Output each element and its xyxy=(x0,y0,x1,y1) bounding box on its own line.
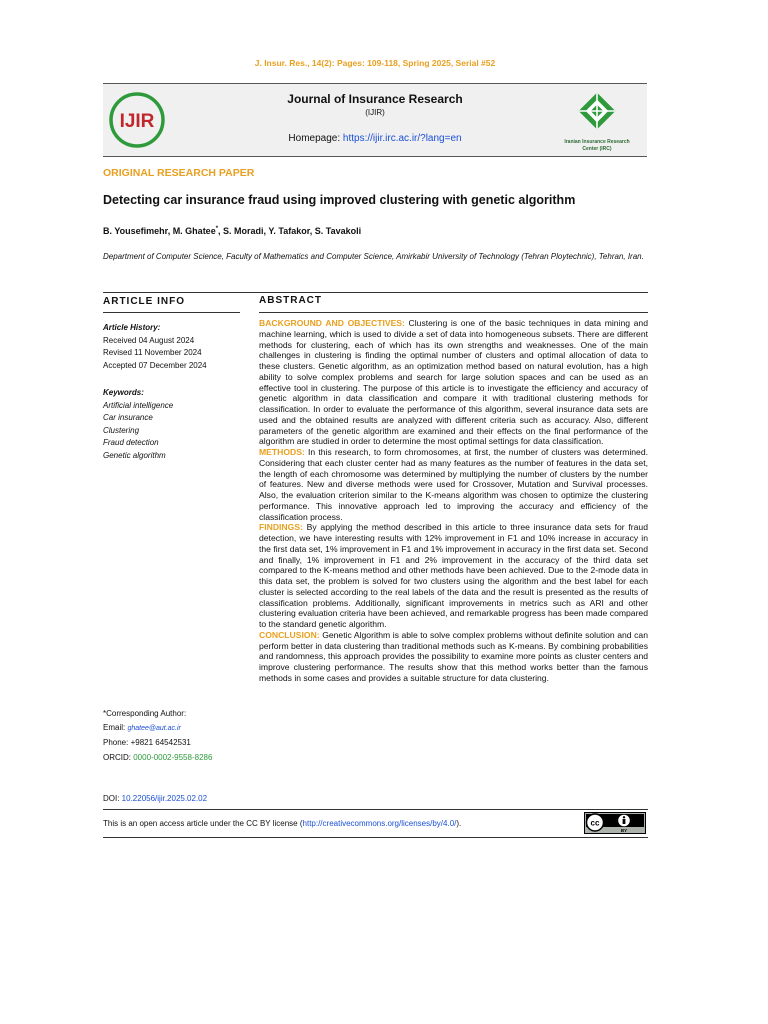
corresponding-mark: * xyxy=(215,226,219,232)
orcid-label: ORCID: xyxy=(103,752,134,762)
email-label: Email: xyxy=(103,723,128,733)
paper-title: Detecting car insurance fraud using improved clustering with genetic algorithm xyxy=(103,193,576,207)
license-suffix: ). xyxy=(456,819,462,828)
divider xyxy=(259,312,648,313)
license-link[interactable]: http://creativecommons.org/licenses/by/4.0/ xyxy=(302,819,457,828)
irc-name-line2: Center (IRC) xyxy=(582,145,612,152)
findings-text: By applying the method described in this article to three insurance data sets for fraud detection, we have interesting results with 12% improvement in F1 and 10% increase in accuracy in the first data set, 1% improvement in F1 and 1% improvement in accuracy in the first data set. Second and finally, 1% improvement in F1 and 2% improvement in the accuracy of the third data set compared to the K-means method and other methods have been achieved. Due to the 2-mode data in this data set, the problem is solved for two clusters using the algorithm and the best label for each cluster is selected according to the real labels of the data and the result is presented as the results of classification problems. Additionally, significant improvements in metrics such as ARI and other clustering evaluation criteria have been achieved, and remarkable progress has been made compared to the standard genetic algorithm. xyxy=(259,522,648,629)
keyword-item: Genetic algorithm xyxy=(103,450,166,460)
journal-name: Journal of Insurance Research xyxy=(287,92,463,106)
affiliation: Department of Computer Science, Faculty of Mathematics and Computer Science, Amirkabir University of Technology (Tehran Ploytechnic), Tehran, Iran. xyxy=(103,252,644,261)
divider xyxy=(103,837,648,838)
email-link[interactable]: ghatee@aut.ac.ir xyxy=(127,725,181,733)
conclusion-label: CONCLUSION: xyxy=(259,629,320,640)
keywords xyxy=(103,387,243,463)
abstract-body xyxy=(259,318,648,684)
cc-by-badge[interactable] xyxy=(584,812,646,834)
corresponding-label: *Corresponding Author: xyxy=(103,709,187,718)
license-prefix: This is an open access article under the CC BY license ( xyxy=(103,819,303,828)
keyword-item: Clustering xyxy=(103,425,140,435)
homepage-link[interactable]: https://ijir.irc.ac.ir/?lang=en xyxy=(342,133,462,144)
authors-first: B. Yousefimehr, M. Ghatee xyxy=(103,226,216,236)
doi-label: DOI: xyxy=(103,794,122,803)
license-statement xyxy=(103,819,461,828)
irc-name-line1: Iranian Insurance Research xyxy=(564,139,630,145)
orcid-line xyxy=(103,751,243,765)
authors-rest: , S. Moradi, Y. Tafakor, S. Tavakoli xyxy=(218,226,362,236)
doi-link[interactable]: 10.22056/ijir.2025.02.02 xyxy=(121,794,208,803)
article-info-heading: ARTICLE INFO xyxy=(103,296,185,307)
svg-text:BY: BY xyxy=(620,828,628,833)
article-history xyxy=(103,322,243,372)
journal-abbreviation: (IJIR) xyxy=(365,108,385,117)
keyword-item: Car insurance xyxy=(103,413,153,423)
received-date: Received 04 August 2024 xyxy=(103,335,195,345)
methods-text: In this research, to form chromosomes, at first, the number of clusters was determined. Considering that each cluster center had as many features as the number of features in the data set, the length of each chromosome was determined by multiplying the number of clusters by the number of features. New and diverse methods were used for Crossover, Mutation and Survival processes. Also, the evaluation criterion similar to the K-means algorithm was chosen to optimize the clustering performance. This innovative approach led to improving the accuracy and efficiency of the classification process. xyxy=(259,447,648,522)
keywords-label: Keywords: xyxy=(103,388,144,397)
journal-citation: J. Insur. Res., 14(2): Pages: 109-118, Spring 2025, Serial #52 xyxy=(254,58,496,68)
accepted-date: Accepted 07 December 2024 xyxy=(103,360,207,370)
abstract-methods xyxy=(259,447,648,522)
keyword-item: Fraud detection xyxy=(103,438,159,448)
irc-diamond-icon xyxy=(571,88,623,134)
abstract-heading: ABSTRACT xyxy=(259,295,322,306)
divider xyxy=(103,809,648,810)
background-label: BACKGROUND AND OBJECTIVES: xyxy=(259,318,405,328)
background-text: Clustering is one of the basic techniques in data mining and machine learning, which is used to divide a set of data into homogeneous subsets. There are different methods for clustering, each of which has its own strengths and weaknesses. One of the main challenges in clustering is finding the optimal number of clusters and optimal allocation of data to these clusters. Genetic algorithm, as an optimization method based on natural evolution, has a high ability to solve complex problems and search for large solution spaces and can be used as an effective tool in clustering. The purpose of this article is to investigate the efficiency and accuracy of genetic algorithm in data classification and compare it with traditional clustering methods for classification. In order to evaluate the performance of this algorithm, several insurance data sets are used and the obtained results are analyzed with different criteria such as accuracy. Also, different parameters of the genetic algorithm are examined and their effects on the final performance of the algorithm are studied in order to determine the most optimal settings for data classification. xyxy=(259,318,648,447)
abstract-findings xyxy=(259,522,648,630)
corresponding-author xyxy=(103,707,243,765)
irc-logo xyxy=(555,88,639,154)
abstract-conclusion xyxy=(259,630,648,684)
divider xyxy=(103,312,240,313)
orcid-link[interactable]: 0000-0002-9558-8286 xyxy=(133,752,213,762)
paper-type: ORIGINAL RESEARCH PAPER xyxy=(103,167,255,179)
abstract-background xyxy=(259,318,648,447)
svg-text:IJIR: IJIR xyxy=(119,111,155,132)
revised-date: Revised 11 November 2024 xyxy=(103,348,202,358)
svg-text:cc: cc xyxy=(590,818,600,828)
keyword-item: Artificial intelligence xyxy=(103,400,174,410)
findings-label: FINDINGS: xyxy=(259,522,303,533)
journal-header xyxy=(103,83,647,157)
methods-label: METHODS: xyxy=(259,447,305,457)
conclusion-text: Genetic Algorithm is able to solve complex problems without definite solution and can perform better in data clustering than traditional methods such as K-means. By combining probabilities and randomness, this approach provides the possibility to examine more points as cluster centers and improve clustering performance. The results show that this method works better than the famous methods in some cases and provides a suitable structure for data clustering. xyxy=(259,629,648,683)
authors xyxy=(103,226,361,236)
email-line xyxy=(103,721,243,736)
doi-line xyxy=(103,793,243,806)
phone: Phone: +9821 64542531 xyxy=(103,738,191,748)
homepage-label: Homepage: xyxy=(288,133,343,144)
divider xyxy=(103,292,648,293)
history-label: Article History: xyxy=(103,323,161,332)
